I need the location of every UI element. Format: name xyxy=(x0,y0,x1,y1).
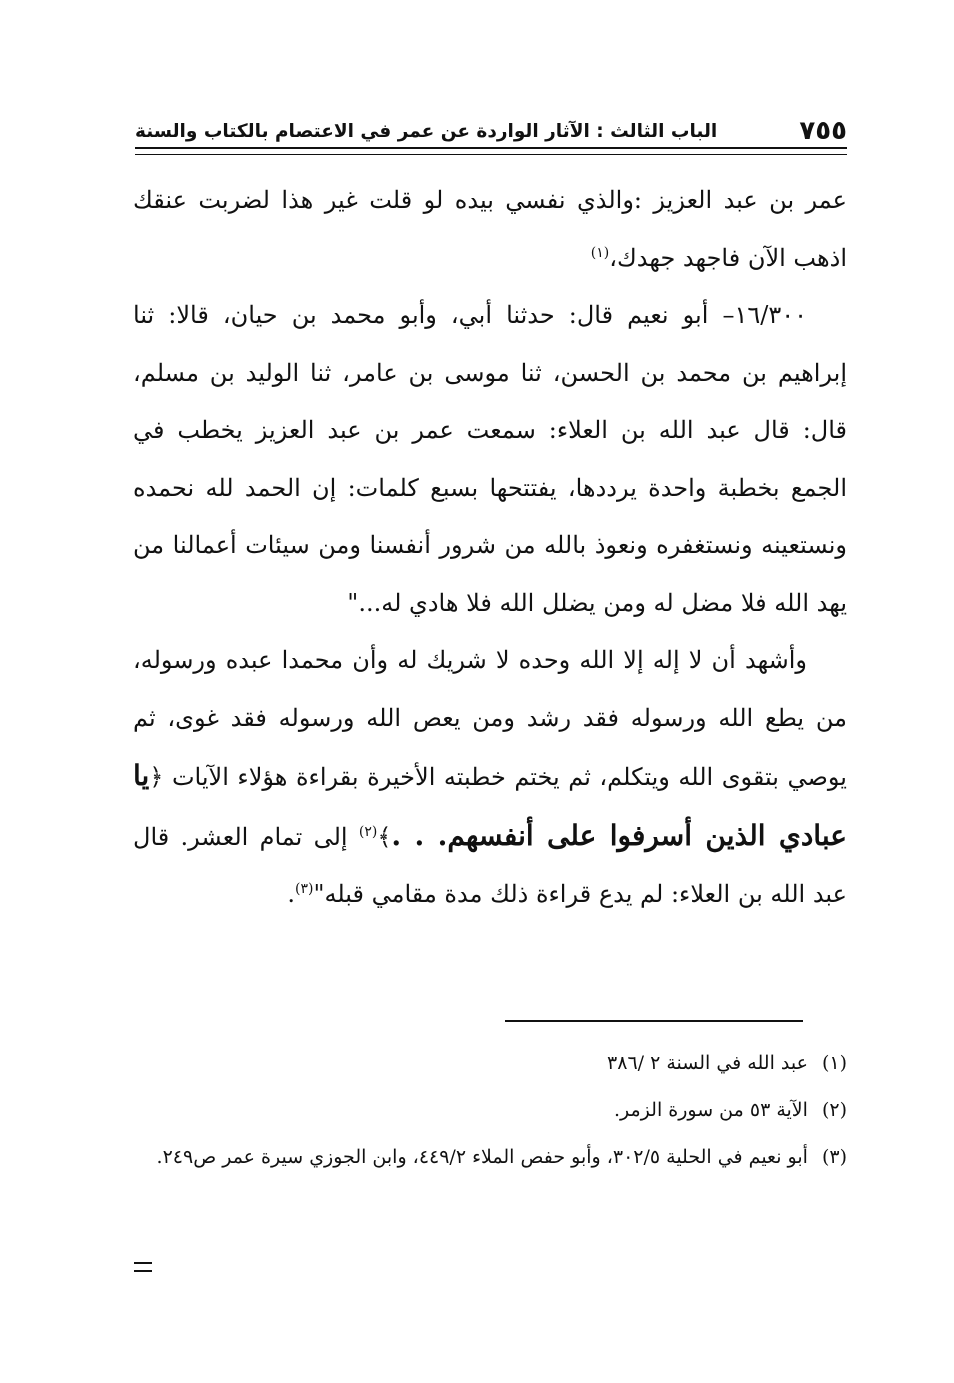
paragraph-2-text: ١٦/٣٠٠– أبو نعيم قال: حدثنا أبي، وأبو محمد بن حيان، قالا: ثنا إبراهيم بن محمد بن الحسن، ثنا موسى بن عامر، ثنا الوليد بن مسلم، قال: قال عبد الله بن العلاء: سمعت عمر بن عبد العزيز يخطب في الجمع بخطبة واحدة يرددها، يفتتحها بسبع كلمات: إن الحمد لله نحمده ونستعينه ونستغفره ونعوذ بالله من شرور أنفسنا ومن سيئات أعمالنا من يهد الله فلا مضل له ومن يضلل الله فلا هادي له..." xyxy=(133,301,847,617)
running-header xyxy=(135,112,847,146)
paragraph-2 xyxy=(133,287,847,632)
footnote-number: (٢) xyxy=(821,1099,847,1121)
footnote-ref-3: (٣) xyxy=(294,881,314,897)
paragraph-1 xyxy=(133,172,847,287)
main-text xyxy=(133,172,847,924)
footnote-text: عبد الله في السنة ٢ /٣٨٦ xyxy=(607,1052,808,1074)
footnote-number: (٣) xyxy=(821,1146,847,1168)
footnote-text: أبو نعيم في الحلية ٣٠٢/٥، وأبو حفص الملاء ٤٤٩/٢، وابن الجوزي سيرة عمر ص٢٤٩. xyxy=(156,1146,808,1168)
footnote-2 xyxy=(133,1087,847,1134)
paragraph-3-text-middle: إلى تمام العشر. قال عبد الله بن العلاء: لم يدع قراءة ذلك مدة مقامي قبله" xyxy=(133,822,847,908)
footnote-text: الآية ٥٣ من سورة الزمر. xyxy=(613,1099,808,1121)
quran-open-bracket: ﴿ xyxy=(149,763,164,791)
paragraph-1-text: عمر بن عبد العزيز :والذي نفسي بيده لو قلت غير هذا لضربت عنقك اذهب الآن فاجهد جهدك، xyxy=(133,186,847,272)
chapter-title: الباب الثالث : الآثار الواردة عن عمر في الاعتصام بالكتاب والسنة xyxy=(135,121,718,142)
footnote-separator xyxy=(505,1020,803,1022)
footnote-1 xyxy=(133,1040,847,1087)
quran-verse: يا عبادي الذين أسرفوا على أنفسهم. . . xyxy=(133,759,847,852)
paragraph-3 xyxy=(133,632,847,924)
page-number: ٧٥٥ xyxy=(799,116,847,146)
header-double-rule xyxy=(135,147,847,155)
footnote-ref-1: (١) xyxy=(590,244,610,261)
quran-close-bracket: ﴾ xyxy=(377,822,392,851)
footnote-3 xyxy=(133,1134,847,1181)
paragraph-3-text-end: . xyxy=(287,880,295,908)
footnote-number: (١) xyxy=(821,1052,847,1074)
page-end-mark xyxy=(134,1262,152,1272)
footnote-ref-2: (٢) xyxy=(358,823,378,840)
footnotes xyxy=(133,1040,847,1181)
paragraph-3-text-before: وأشهد أن لا إله إلا الله وحده لا شريك له وأن محمدا عبده ورسوله، من يطع الله ورسوله فقد رشد ومن يعص الله ورسوله فقد غوى، ثم يوصي بتقوى الله ويتكلم، ثم يختم خطبته الأخيرة بقراءة هؤلاء الآيات xyxy=(133,646,847,791)
